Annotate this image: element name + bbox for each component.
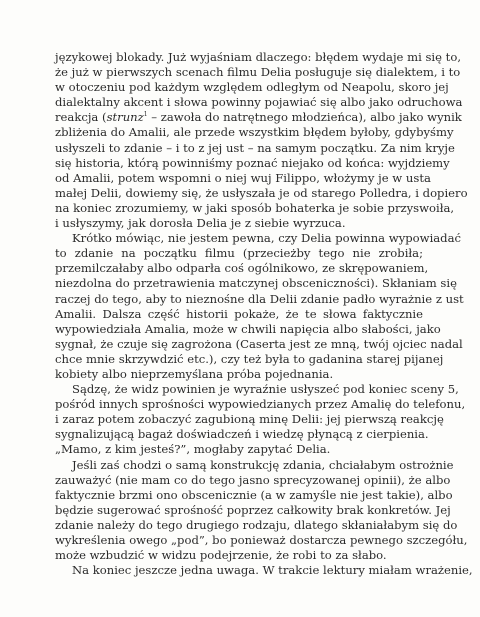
text-line: Sądzę, że widz powinien je wyraźnie usłyszeć pod koniec sceny 5, xyxy=(72,382,459,397)
text-line: wykreślenia owego „pod”, bo ponieważ dostarcza pewnego szczegółu, xyxy=(55,533,468,547)
text-line: i usłyszymy, jak dorosła Delia je z siebie wyrzuca. xyxy=(55,216,346,231)
text-line: chce mnie skrzywdzić etc.), czy też była to gadanina starej pijanej xyxy=(55,351,444,366)
paragraph xyxy=(55,382,466,457)
text-line: niezdolna do przetrawienia matczynej obsceniczności). Skłaniam się xyxy=(55,276,457,291)
text-line: i zaraz potem zobaczyć zagubioną minę Delii: jej pierwszą reakcję xyxy=(55,412,444,427)
paragraph xyxy=(55,231,464,382)
text-line: reakcja (strunz$^1$ – zawoła do natrętnego młodzieńca), albo jako wynik xyxy=(55,110,462,125)
text-line: faktycznie brzmi ono obscenicznie (a w zamyśle nie jest takie), albo xyxy=(55,487,453,502)
text-line: językowej blokady. Już wyjaśniam dlaczego: błędem wydaje mi się to, xyxy=(55,50,462,64)
paragraph xyxy=(55,50,468,231)
text-line: Krótko mówiąc, nie jestem pewna, czy Delia powinna wypowiadać xyxy=(72,231,462,246)
text-line: wypowiedziała Amalia, może w chwili napięcia albo słabości, jako xyxy=(55,321,441,336)
paragraph xyxy=(55,457,468,564)
text-line: zdanie należy do tego drugiego rodzaju, dlatego skłaniałabym się do xyxy=(55,517,458,532)
page-text xyxy=(55,50,473,578)
text-line: dialektalny akcent i słowa powinny pojawiać się albo jako odruchowa xyxy=(55,95,463,110)
text-line: sygnał, że czuje się zagrożona (Caserta jest ze mną, twój ojciec nadal xyxy=(55,336,463,351)
text-line: na koniec zrozumiemy, w jaki sposób bohaterka je sobie przyswoiła, xyxy=(55,200,455,215)
text-line: zbliżenia do Amalii, ale przede wszystkim błędem byłoby, gdybyśmy xyxy=(55,125,454,140)
text-line: Amalii. Dalsza część historii pokaże, że te słowa faktycznie xyxy=(55,306,423,321)
text-line: sygnalizującą bagaż doświadczeń i wiedzę płynącą z cierpienia. xyxy=(55,427,429,442)
text-line: „Mamo, z kim jesteś?”, mogłaby zapytać Delia. xyxy=(55,442,331,457)
text-line: zauważyć (nie mam co do tego jasno sprecyzowanej opinii), że albo xyxy=(55,472,451,487)
text-line: małej Delii, dowiemy się, że usłyszała je od starego Polledra, i dopiero xyxy=(55,185,468,200)
paragraph xyxy=(55,563,473,578)
text-line: Na koniec jeszcze jedna uwaga. W trakcie lektury miałam wrażenie, xyxy=(72,563,473,578)
text-line: pośród innych sprośności wypowiedzianych przez Amalię do telefonu, xyxy=(55,397,466,412)
text-line: w otoczeniu pod każdym względem odległym od Neapolu, skoro jej xyxy=(55,80,449,95)
text-line: raczej do tego, aby to nieznośne dla Delii zdanie padło wyrażnie z ust xyxy=(55,291,464,306)
text-line: to zdanie na początku filmu (przecieżby tego nie zrobiła; xyxy=(55,246,423,261)
text-line: od Amalii, potem wspomni o niej wuj Filippo, włożymy je w usta xyxy=(55,170,431,185)
text-line: że już w pierwszych scenach filmu Delia posługuje się dialektem, i to xyxy=(55,65,461,80)
footnote-marker[interactable]: 1 xyxy=(143,111,148,119)
text-line: Jeśli zaś chodzi o samą konstrukcję zdania, chciałabym ostrożnie xyxy=(72,457,454,472)
text-line: usłyszeli to zdanie – i to z jej ust – na samym początku. Za nim kryje xyxy=(55,140,455,155)
text-line: kobiety albo nieprzemyślana próba pojednania. xyxy=(55,366,334,381)
text-line: przemilczałaby albo odparła coś ogólnikowo, ze skrępowaniem, xyxy=(55,261,429,276)
text-line: będzie sugerować sprośność poprzez całkowity brak konkretów. Jej xyxy=(55,502,451,517)
text-line: się historia, którą powinniśmy poznać niejako od końca: wyjdziemy xyxy=(55,155,450,170)
text-line: może wzbudzić w widzu podejrzenie, że robi to za słabo. xyxy=(55,548,387,563)
